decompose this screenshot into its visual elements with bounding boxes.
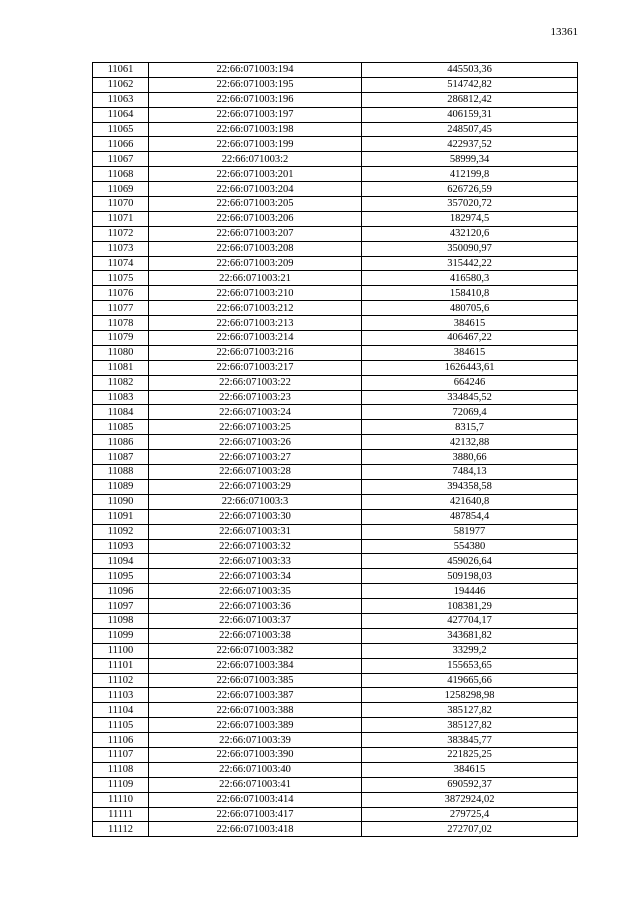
table-row (93, 792, 578, 807)
cadastral-number-cell: 22:66:071003:24 (149, 405, 362, 420)
table-row (93, 494, 578, 509)
table-body (93, 63, 578, 837)
row-number-cell: 11102 (93, 673, 149, 688)
cadastral-number-cell: 22:66:071003:207 (149, 226, 362, 241)
row-number-cell: 11104 (93, 703, 149, 718)
row-number-cell: 11079 (93, 331, 149, 346)
cadastral-number-cell: 22:66:071003:29 (149, 479, 362, 494)
row-number-cell: 11093 (93, 539, 149, 554)
cadastral-value-cell: 194446 (362, 584, 578, 599)
cadastral-number-cell: 22:66:071003:39 (149, 733, 362, 748)
table-row (93, 226, 578, 241)
cadastral-number-cell: 22:66:071003:199 (149, 137, 362, 152)
table-row (93, 465, 578, 480)
cadastral-number-cell: 22:66:071003:195 (149, 77, 362, 92)
cadastral-value-cell: 664246 (362, 375, 578, 390)
cadastral-value-cell: 384615 (362, 316, 578, 331)
cadastral-number-cell: 22:66:071003:28 (149, 465, 362, 480)
table-row (93, 390, 578, 405)
cadastral-number-cell: 22:66:071003:212 (149, 301, 362, 316)
row-number-cell: 11065 (93, 122, 149, 137)
table-row (93, 479, 578, 494)
row-number-cell: 11075 (93, 271, 149, 286)
cadastral-number-cell: 22:66:071003:390 (149, 747, 362, 762)
cadastral-number-cell: 22:66:071003:198 (149, 122, 362, 137)
row-number-cell: 11094 (93, 554, 149, 569)
row-number-cell: 11077 (93, 301, 149, 316)
cadastral-value-cell: 108381,29 (362, 599, 578, 614)
cadastral-number-cell: 22:66:071003:205 (149, 197, 362, 212)
row-number-cell: 11092 (93, 524, 149, 539)
table-row (93, 554, 578, 569)
cadastral-number-cell: 22:66:071003:217 (149, 360, 362, 375)
cadastral-number-cell: 22:66:071003:201 (149, 167, 362, 182)
cadastral-number-cell: 22:66:071003:33 (149, 554, 362, 569)
table-row (93, 271, 578, 286)
table-row (93, 420, 578, 435)
cadastral-number-cell: 22:66:071003:389 (149, 718, 362, 733)
table-row (93, 658, 578, 673)
table-row (93, 762, 578, 777)
cadastral-value-cell: 350090,97 (362, 241, 578, 256)
row-number-cell: 11073 (93, 241, 149, 256)
row-number-cell: 11105 (93, 718, 149, 733)
cadastral-value-cell: 383845,77 (362, 733, 578, 748)
table-row (93, 301, 578, 316)
cadastral-value-cell: 286812,42 (362, 92, 578, 107)
cadastral-value-cell: 357020,72 (362, 197, 578, 212)
cadastral-number-cell: 22:66:071003:196 (149, 92, 362, 107)
row-number-cell: 11074 (93, 256, 149, 271)
row-number-cell: 11062 (93, 77, 149, 92)
cadastral-number-cell: 22:66:071003:388 (149, 703, 362, 718)
cadastral-value-table (92, 62, 578, 837)
row-number-cell: 11066 (93, 137, 149, 152)
row-number-cell: 11096 (93, 584, 149, 599)
cadastral-number-cell: 22:66:071003:30 (149, 509, 362, 524)
cadastral-value-cell: 221825,25 (362, 747, 578, 762)
cadastral-number-cell: 22:66:071003:384 (149, 658, 362, 673)
cadastral-value-cell: 385127,82 (362, 703, 578, 718)
table-row (93, 628, 578, 643)
cadastral-number-cell: 22:66:071003:382 (149, 643, 362, 658)
row-number-cell: 11067 (93, 152, 149, 167)
row-number-cell: 11108 (93, 762, 149, 777)
row-number-cell: 11101 (93, 658, 149, 673)
cadastral-number-cell: 22:66:071003:414 (149, 792, 362, 807)
row-number-cell: 11088 (93, 465, 149, 480)
table-row (93, 286, 578, 301)
row-number-cell: 11098 (93, 613, 149, 628)
cadastral-number-cell: 22:66:071003:417 (149, 807, 362, 822)
cadastral-value-cell: 279725,4 (362, 807, 578, 822)
cadastral-value-cell: 155653,65 (362, 658, 578, 673)
table-row (93, 405, 578, 420)
cadastral-number-cell: 22:66:071003:37 (149, 613, 362, 628)
row-number-cell: 11071 (93, 211, 149, 226)
cadastral-number-cell: 22:66:071003:210 (149, 286, 362, 301)
table-row (93, 137, 578, 152)
cadastral-value-cell: 3872924,02 (362, 792, 578, 807)
cadastral-value-cell: 315442,22 (362, 256, 578, 271)
row-number-cell: 11091 (93, 509, 149, 524)
table-row (93, 92, 578, 107)
row-number-cell: 11089 (93, 479, 149, 494)
row-number-cell: 11106 (93, 733, 149, 748)
cadastral-value-cell: 58999,34 (362, 152, 578, 167)
table-row (93, 77, 578, 92)
cadastral-value-cell: 412199,8 (362, 167, 578, 182)
table-row (93, 197, 578, 212)
table-row (93, 673, 578, 688)
row-number-cell: 11068 (93, 167, 149, 182)
cadastral-value-cell: 487854,4 (362, 509, 578, 524)
table-row (93, 747, 578, 762)
cadastral-number-cell: 22:66:071003:387 (149, 688, 362, 703)
cadastral-number-cell: 22:66:071003:213 (149, 316, 362, 331)
cadastral-number-cell: 22:66:071003:35 (149, 584, 362, 599)
row-number-cell: 11099 (93, 628, 149, 643)
cadastral-number-cell: 22:66:071003:34 (149, 569, 362, 584)
row-number-cell: 11112 (93, 822, 149, 837)
cadastral-value-cell: 3880,66 (362, 450, 578, 465)
table-row (93, 122, 578, 137)
row-number-cell: 11070 (93, 197, 149, 212)
cadastral-number-cell: 22:66:071003:418 (149, 822, 362, 837)
cadastral-value-cell: 427704,17 (362, 613, 578, 628)
table-row (93, 569, 578, 584)
row-number-cell: 11063 (93, 92, 149, 107)
row-number-cell: 11110 (93, 792, 149, 807)
cadastral-value-cell: 158410,8 (362, 286, 578, 301)
cadastral-number-cell: 22:66:071003:197 (149, 107, 362, 122)
row-number-cell: 11097 (93, 599, 149, 614)
table-row (93, 182, 578, 197)
table-row (93, 777, 578, 792)
cadastral-number-cell: 22:66:071003:23 (149, 390, 362, 405)
row-number-cell: 11084 (93, 405, 149, 420)
cadastral-value-cell: 419665,66 (362, 673, 578, 688)
cadastral-number-cell: 22:66:071003:214 (149, 331, 362, 346)
cadastral-value-cell: 416580,3 (362, 271, 578, 286)
cadastral-number-cell: 22:66:071003:32 (149, 539, 362, 554)
table-row (93, 211, 578, 226)
row-number-cell: 11100 (93, 643, 149, 658)
cadastral-value-cell: 406467,22 (362, 331, 578, 346)
table-row (93, 688, 578, 703)
cadastral-number-cell: 22:66:071003:22 (149, 375, 362, 390)
table-row (93, 316, 578, 331)
row-number-cell: 11083 (93, 390, 149, 405)
cadastral-number-cell: 22:66:071003:208 (149, 241, 362, 256)
row-number-cell: 11069 (93, 182, 149, 197)
cadastral-value-cell: 8315,7 (362, 420, 578, 435)
cadastral-value-cell: 334845,52 (362, 390, 578, 405)
cadastral-value-cell: 182974,5 (362, 211, 578, 226)
cadastral-number-cell: 22:66:071003:204 (149, 182, 362, 197)
table-row (93, 63, 578, 78)
table-row (93, 643, 578, 658)
cadastral-value-cell: 421640,8 (362, 494, 578, 509)
row-number-cell: 11109 (93, 777, 149, 792)
row-number-cell: 11080 (93, 345, 149, 360)
row-number-cell: 11076 (93, 286, 149, 301)
cadastral-value-cell: 626726,59 (362, 182, 578, 197)
table-row (93, 107, 578, 122)
cadastral-number-cell: 22:66:071003:31 (149, 524, 362, 539)
row-number-cell: 11103 (93, 688, 149, 703)
table-row (93, 539, 578, 554)
cadastral-value-cell: 406159,31 (362, 107, 578, 122)
cadastral-value-cell: 459026,64 (362, 554, 578, 569)
cadastral-value-cell: 1258298,98 (362, 688, 578, 703)
cadastral-value-cell: 384615 (362, 762, 578, 777)
row-number-cell: 11087 (93, 450, 149, 465)
cadastral-value-cell: 33299,2 (362, 643, 578, 658)
table-row (93, 256, 578, 271)
cadastral-value-cell: 1626443,61 (362, 360, 578, 375)
cadastral-value-cell: 690592,37 (362, 777, 578, 792)
table-row (93, 167, 578, 182)
cadastral-number-cell: 22:66:071003:26 (149, 435, 362, 450)
cadastral-value-cell: 7484,13 (362, 465, 578, 480)
cadastral-number-cell: 22:66:071003:21 (149, 271, 362, 286)
cadastral-number-cell: 22:66:071003:385 (149, 673, 362, 688)
table-row (93, 152, 578, 167)
table-row (93, 375, 578, 390)
table-row (93, 733, 578, 748)
cadastral-value-cell: 480705,6 (362, 301, 578, 316)
row-number-cell: 11085 (93, 420, 149, 435)
cadastral-number-cell: 22:66:071003:36 (149, 599, 362, 614)
cadastral-number-cell: 22:66:071003:3 (149, 494, 362, 509)
cadastral-number-cell: 22:66:071003:216 (149, 345, 362, 360)
table-row (93, 360, 578, 375)
row-number-cell: 11090 (93, 494, 149, 509)
table-row (93, 807, 578, 822)
cadastral-value-cell: 343681,82 (362, 628, 578, 643)
cadastral-value-cell: 394358,58 (362, 479, 578, 494)
cadastral-value-cell: 72069,4 (362, 405, 578, 420)
cadastral-value-cell: 385127,82 (362, 718, 578, 733)
row-number-cell: 11111 (93, 807, 149, 822)
cadastral-number-cell: 22:66:071003:209 (149, 256, 362, 271)
cadastral-value-cell: 509198,03 (362, 569, 578, 584)
cadastral-number-cell: 22:66:071003:41 (149, 777, 362, 792)
row-number-cell: 11107 (93, 747, 149, 762)
row-number-cell: 11064 (93, 107, 149, 122)
table-row (93, 435, 578, 450)
table-row (93, 450, 578, 465)
row-number-cell: 11072 (93, 226, 149, 241)
cadastral-value-cell: 248507,45 (362, 122, 578, 137)
cadastral-number-cell: 22:66:071003:194 (149, 63, 362, 78)
table-row (93, 613, 578, 628)
row-number-cell: 11081 (93, 360, 149, 375)
table-row (93, 718, 578, 733)
table-row (93, 509, 578, 524)
cadastral-number-cell: 22:66:071003:25 (149, 420, 362, 435)
cadastral-number-cell: 22:66:071003:38 (149, 628, 362, 643)
row-number-cell: 11095 (93, 569, 149, 584)
table-row (93, 584, 578, 599)
cadastral-number-cell: 22:66:071003:2 (149, 152, 362, 167)
cadastral-value-cell: 554380 (362, 539, 578, 554)
cadastral-value-cell: 384615 (362, 345, 578, 360)
table-row (93, 331, 578, 346)
cadastral-value-cell: 581977 (362, 524, 578, 539)
cadastral-value-cell: 42132,88 (362, 435, 578, 450)
row-number-cell: 11061 (93, 63, 149, 78)
cadastral-value-cell: 445503,36 (362, 63, 578, 78)
page-number: 13361 (550, 26, 578, 38)
table-row (93, 345, 578, 360)
row-number-cell: 11086 (93, 435, 149, 450)
cadastral-number-cell: 22:66:071003:40 (149, 762, 362, 777)
table-row (93, 524, 578, 539)
cadastral-number-cell: 22:66:071003:27 (149, 450, 362, 465)
cadastral-number-cell: 22:66:071003:206 (149, 211, 362, 226)
table-row (93, 599, 578, 614)
row-number-cell: 11082 (93, 375, 149, 390)
row-number-cell: 11078 (93, 316, 149, 331)
cadastral-value-cell: 514742,82 (362, 77, 578, 92)
cadastral-value-cell: 422937,52 (362, 137, 578, 152)
cadastral-value-cell: 432120,6 (362, 226, 578, 241)
table-row (93, 241, 578, 256)
cadastral-value-cell: 272707,02 (362, 822, 578, 837)
table-row (93, 822, 578, 837)
table-row (93, 703, 578, 718)
